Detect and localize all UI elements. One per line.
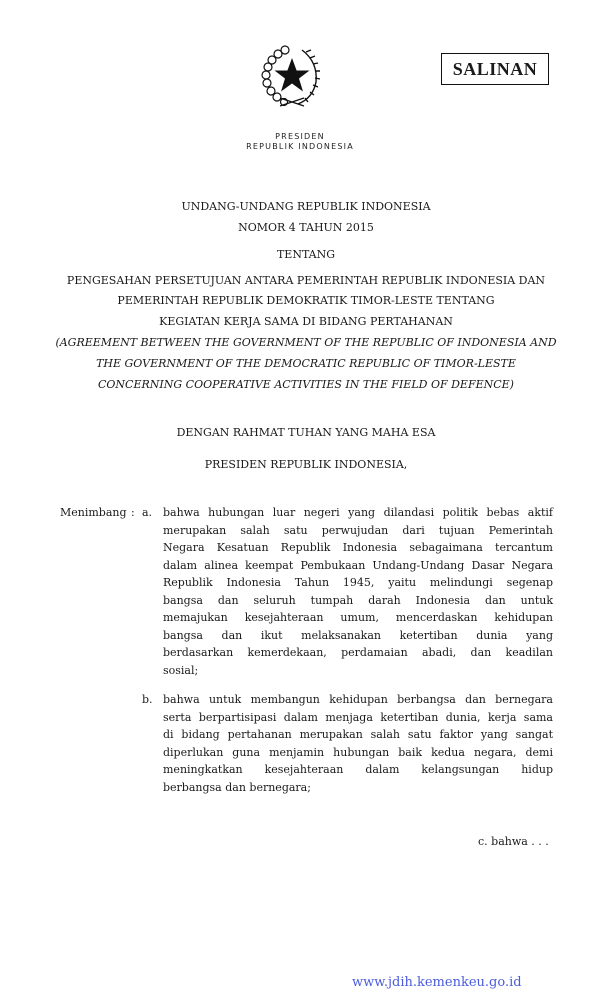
subject-line: KEGIATAN KERJA SAMA DI BIDANG PERTAHANAN [159,315,453,328]
considering-colon: : [131,506,135,519]
rice-wreath [298,50,320,104]
item-line: berdasarkan kemerdekaan, perdamaian abadi, dan keadilan [163,646,553,659]
item-marker-b: b. [142,693,153,706]
president-heading: PRESIDEN REPUBLIK INDONESIA, [204,458,408,471]
item-line: Negara Kesatuan Republik Indonesia sebagaimana tercantum [163,541,553,554]
english-title-line: THE GOVERNMENT OF THE DEMOCRATIC REPUBLIC OF TIMOR-LESTE [96,357,516,370]
item-line: bahwa hubungan luar negeri yang dilandasi politik bebas aktif [163,506,553,519]
item-line: dalam alinea keempat Pembukaan Undang-Undang Dasar Negara [163,558,553,572]
item-line: meningkatkan kesejahteraan dalam kelangsungan hidup [163,763,553,776]
about-label: TENTANG [276,248,336,261]
salinan-stamp: SALINAN [441,53,549,85]
considering-label: Menimbang [60,506,127,519]
english-title-line: (AGREEMENT BETWEEN THE GOVERNMENT OF THE REPUBLIC OF INDONESIA AND [55,336,557,349]
item-line: merupakan salah satu perwujudan dari tujuan Pemerintah [163,523,553,537]
item-marker-a: a. [142,506,153,519]
subject-line: PEMERINTAH REPUBLIK DEMOKRATIK TIMOR-LESTE TENTANG [117,294,495,307]
item-line: serta berpartisipasi dalam menjaga ketertiban dunia, kerja sama [163,710,553,724]
garuda-star-emblem-icon [258,42,326,110]
item-line: bangsa dan seluruh tumpah darah Indonesia dan untuk [163,593,553,607]
item-line: sosial; [163,663,199,677]
law-number: NOMOR 4 TAHUN 2015 [238,221,374,234]
item-line: Republik Indonesia Tahun 1945, yaitu melindungi segenap [163,576,553,589]
law-title: UNDANG-UNDANG REPUBLIK INDONESIA [181,200,431,213]
english-title-line: CONCERNING COOPERATIVE ACTIVITIES IN THE FIELD OF DEFENCE) [98,378,514,391]
item-line: bahwa untuk membangun kehidupan berbangsa dan bernegara [163,693,553,706]
emblem [258,42,326,110]
subject-line: PENGESAHAN PERSETUJUAN ANTARA PEMERINTAH REPUBLIK INDONESIA DAN [66,274,546,287]
president-label-line1: PRESIDEN [275,132,325,141]
footer-url-link[interactable]: www.jdih.kemenkeu.go.id [352,975,522,990]
president-label-line2: REPUBLIK INDONESIA [246,142,354,151]
item-line: berbangsa dan bernegara; [163,780,311,794]
blessing: DENGAN RAHMAT TUHAN YANG MAHA ESA [176,426,436,439]
item-line: bangsa dan ikut melaksanakan ketertiban dunia yang [163,628,553,642]
item-line: memajukan kesejahteraan umum, mencerdaskan kehidupan [163,611,553,624]
item-line: diperlukan guna menjamin hubungan baik kedua negara, demi [163,745,553,759]
continuation-marker: c. bahwa . . . [478,835,549,848]
item-line: di bidang pertahanan merupakan salah satu faktor yang sangat [163,728,553,741]
